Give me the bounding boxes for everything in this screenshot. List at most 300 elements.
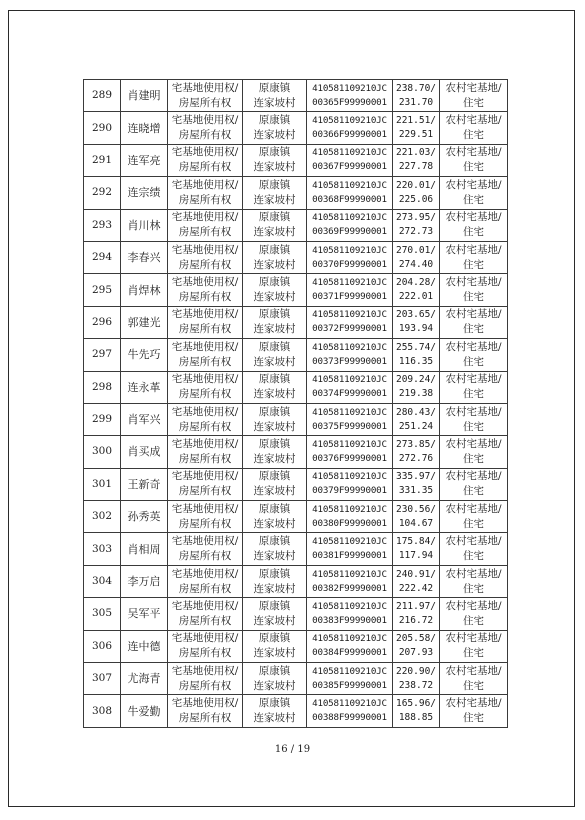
right-type-cell bbox=[168, 533, 243, 565]
table-row bbox=[84, 80, 508, 112]
location-line: 连家坡村 bbox=[253, 420, 296, 433]
usage-line: 农村宅基地/ bbox=[445, 211, 502, 224]
right-type-line: 宅基地使用权/ bbox=[171, 276, 239, 289]
usage-line: 住宅 bbox=[463, 614, 484, 627]
usage-line: 农村宅基地/ bbox=[445, 535, 502, 548]
table-row bbox=[84, 403, 508, 435]
location-line: 连家坡村 bbox=[253, 355, 296, 368]
location-cell bbox=[243, 112, 307, 144]
unit-code-cell bbox=[307, 306, 393, 338]
right-type-line: 宅基地使用权/ bbox=[171, 243, 239, 256]
area-line: 193.94 bbox=[398, 323, 434, 335]
area-line: 227.78 bbox=[398, 161, 434, 173]
area-cell bbox=[393, 630, 440, 662]
table-row bbox=[84, 274, 508, 306]
unit-code-line: 00381F99990001 bbox=[312, 550, 387, 562]
area-cell bbox=[393, 598, 440, 630]
location-cell bbox=[243, 436, 307, 468]
right-type-cell bbox=[168, 112, 243, 144]
usage-cell bbox=[440, 533, 508, 565]
location-cell bbox=[243, 565, 307, 597]
usage-line: 住宅 bbox=[463, 355, 484, 368]
unit-code-line: 410581109210JC bbox=[312, 147, 387, 159]
area-line: 219.38 bbox=[398, 388, 434, 400]
location-line: 原康镇 bbox=[258, 114, 291, 127]
owner-name-cell: 李春兴 bbox=[121, 241, 168, 273]
unit-code-cell bbox=[307, 436, 393, 468]
right-type-line: 宅基地使用权/ bbox=[171, 470, 239, 483]
area-line: 188.85 bbox=[398, 712, 434, 724]
usage-cell bbox=[440, 436, 508, 468]
location-line: 原康镇 bbox=[258, 535, 291, 548]
area-line: 231.70 bbox=[398, 96, 434, 108]
owner-name-cell: 连宗绩 bbox=[121, 177, 168, 209]
unit-code-line: 410581109210JC bbox=[312, 471, 387, 483]
location-line: 连家坡村 bbox=[253, 388, 296, 401]
usage-line: 农村宅基地/ bbox=[445, 502, 502, 515]
unit-code-cell bbox=[307, 533, 393, 565]
location-line: 连家坡村 bbox=[253, 647, 296, 660]
right-type-line: 宅基地使用权/ bbox=[171, 437, 239, 450]
area-line: 117.94 bbox=[398, 550, 434, 562]
usage-cell bbox=[440, 144, 508, 176]
row-number-cell: 302 bbox=[84, 501, 121, 533]
unit-code-cell bbox=[307, 598, 393, 630]
area-line: 205.58/ bbox=[395, 633, 437, 645]
location-line: 原康镇 bbox=[258, 308, 291, 321]
location-line: 原康镇 bbox=[258, 276, 291, 289]
right-type-line: 房屋所有权 bbox=[178, 96, 232, 109]
unit-code-cell bbox=[307, 403, 393, 435]
area-line: 273.95/ bbox=[395, 212, 437, 224]
right-type-line: 房屋所有权 bbox=[178, 679, 232, 692]
location-line: 连家坡村 bbox=[253, 258, 296, 271]
right-type-cell bbox=[168, 241, 243, 273]
location-line: 原康镇 bbox=[258, 243, 291, 256]
usage-cell bbox=[440, 339, 508, 371]
usage-line: 农村宅基地/ bbox=[445, 697, 502, 710]
unit-code-line: 410581109210JC bbox=[312, 633, 387, 645]
area-line: 272.76 bbox=[398, 452, 434, 464]
unit-code-line: 00372F99990001 bbox=[312, 323, 387, 335]
unit-code-line: 00376F99990001 bbox=[312, 452, 387, 464]
table-row bbox=[84, 241, 508, 273]
area-line: 220.90/ bbox=[395, 665, 437, 677]
unit-code-line: 00371F99990001 bbox=[312, 291, 387, 303]
area-cell bbox=[393, 339, 440, 371]
usage-line: 住宅 bbox=[463, 517, 484, 530]
area-cell bbox=[393, 274, 440, 306]
owner-name-cell: 肖建明 bbox=[121, 80, 168, 112]
table-row bbox=[84, 468, 508, 500]
location-line: 原康镇 bbox=[258, 373, 291, 386]
row-number-cell: 307 bbox=[84, 663, 121, 695]
area-cell bbox=[393, 80, 440, 112]
unit-code-cell bbox=[307, 371, 393, 403]
row-number-cell: 295 bbox=[84, 274, 121, 306]
location-line: 连家坡村 bbox=[253, 161, 296, 174]
usage-line: 农村宅基地/ bbox=[445, 373, 502, 386]
unit-code-cell bbox=[307, 241, 393, 273]
usage-line: 农村宅基地/ bbox=[445, 599, 502, 612]
right-type-line: 宅基地使用权/ bbox=[171, 535, 239, 548]
area-cell bbox=[393, 241, 440, 273]
unit-code-line: 410581109210JC bbox=[312, 665, 387, 677]
location-cell bbox=[243, 663, 307, 695]
unit-code-line: 410581109210JC bbox=[312, 698, 387, 710]
owner-name-cell: 郭建光 bbox=[121, 306, 168, 338]
usage-line: 住宅 bbox=[463, 582, 484, 595]
usage-cell bbox=[440, 241, 508, 273]
usage-line: 住宅 bbox=[463, 452, 484, 465]
right-type-line: 房屋所有权 bbox=[178, 452, 232, 465]
unit-code-line: 00375F99990001 bbox=[312, 420, 387, 432]
owner-name-cell: 孙秀英 bbox=[121, 501, 168, 533]
area-line: 230.56/ bbox=[395, 503, 437, 515]
location-line: 连家坡村 bbox=[253, 712, 296, 725]
usage-line: 农村宅基地/ bbox=[445, 276, 502, 289]
right-type-cell bbox=[168, 177, 243, 209]
unit-code-line: 00382F99990001 bbox=[312, 582, 387, 594]
right-type-cell bbox=[168, 630, 243, 662]
unit-code-cell bbox=[307, 663, 393, 695]
owner-name-cell: 尤海青 bbox=[121, 663, 168, 695]
row-number-cell: 301 bbox=[84, 468, 121, 500]
unit-code-cell bbox=[307, 112, 393, 144]
right-type-cell bbox=[168, 306, 243, 338]
owner-name-cell: 吴军平 bbox=[121, 598, 168, 630]
usage-line: 住宅 bbox=[463, 129, 484, 142]
unit-code-line: 00365F99990001 bbox=[312, 96, 387, 108]
right-type-line: 房屋所有权 bbox=[178, 485, 232, 498]
owner-name-cell: 牛先巧 bbox=[121, 339, 168, 371]
usage-cell bbox=[440, 403, 508, 435]
usage-line: 住宅 bbox=[463, 420, 484, 433]
location-line: 连家坡村 bbox=[253, 582, 296, 595]
area-line: 221.51/ bbox=[395, 115, 437, 127]
unit-code-line: 410581109210JC bbox=[312, 115, 387, 127]
area-line: 116.35 bbox=[398, 355, 434, 367]
area-cell bbox=[393, 663, 440, 695]
right-type-line: 宅基地使用权/ bbox=[171, 502, 239, 515]
owner-name-cell: 肖军兴 bbox=[121, 403, 168, 435]
right-type-line: 房屋所有权 bbox=[178, 323, 232, 336]
owner-name-cell: 肖焊林 bbox=[121, 274, 168, 306]
unit-code-line: 410581109210JC bbox=[312, 82, 387, 94]
unit-code-line: 410581109210JC bbox=[312, 600, 387, 612]
row-number-cell: 296 bbox=[84, 306, 121, 338]
right-type-cell bbox=[168, 436, 243, 468]
owner-name-cell: 连中德 bbox=[121, 630, 168, 662]
right-type-line: 房屋所有权 bbox=[178, 161, 232, 174]
right-type-cell bbox=[168, 663, 243, 695]
right-type-line: 房屋所有权 bbox=[178, 420, 232, 433]
right-type-line: 房屋所有权 bbox=[178, 129, 232, 142]
usage-line: 农村宅基地/ bbox=[445, 405, 502, 418]
location-line: 原康镇 bbox=[258, 599, 291, 612]
right-type-line: 宅基地使用权/ bbox=[171, 632, 239, 645]
location-line: 连家坡村 bbox=[253, 291, 296, 304]
area-line: 165.96/ bbox=[395, 698, 437, 710]
area-line: 220.01/ bbox=[395, 179, 437, 191]
area-cell bbox=[393, 306, 440, 338]
area-line: 222.42 bbox=[398, 582, 434, 594]
location-line: 原康镇 bbox=[258, 146, 291, 159]
usage-cell bbox=[440, 695, 508, 727]
unit-code-line: 00368F99990001 bbox=[312, 193, 387, 205]
right-type-line: 宅基地使用权/ bbox=[171, 373, 239, 386]
usage-cell bbox=[440, 177, 508, 209]
right-type-line: 宅基地使用权/ bbox=[171, 567, 239, 580]
table-row bbox=[84, 371, 508, 403]
usage-line: 农村宅基地/ bbox=[445, 437, 502, 450]
usage-line: 住宅 bbox=[463, 550, 484, 563]
area-line: 204.28/ bbox=[395, 277, 437, 289]
owner-name-cell: 连永革 bbox=[121, 371, 168, 403]
area-line: 238.72 bbox=[398, 679, 434, 691]
location-cell bbox=[243, 177, 307, 209]
page-number: 16 / 19 bbox=[274, 744, 311, 755]
right-type-line: 房屋所有权 bbox=[178, 291, 232, 304]
right-type-cell bbox=[168, 80, 243, 112]
area-line: 251.24 bbox=[398, 420, 434, 432]
right-type-line: 宅基地使用权/ bbox=[171, 211, 239, 224]
area-line: 175.84/ bbox=[395, 536, 437, 548]
right-type-cell bbox=[168, 209, 243, 241]
location-cell bbox=[243, 598, 307, 630]
usage-line: 住宅 bbox=[463, 388, 484, 401]
location-line: 原康镇 bbox=[258, 632, 291, 645]
location-line: 连家坡村 bbox=[253, 452, 296, 465]
area-line: 225.06 bbox=[398, 193, 434, 205]
usage-line: 农村宅基地/ bbox=[445, 308, 502, 321]
location-line: 原康镇 bbox=[258, 437, 291, 450]
location-line: 原康镇 bbox=[258, 470, 291, 483]
unit-code-line: 00369F99990001 bbox=[312, 226, 387, 238]
unit-code-line: 00388F99990001 bbox=[312, 712, 387, 724]
property-registry-table bbox=[83, 79, 508, 728]
area-line: 238.70/ bbox=[395, 82, 437, 94]
location-cell bbox=[243, 306, 307, 338]
table-row bbox=[84, 533, 508, 565]
unit-code-cell bbox=[307, 177, 393, 209]
table-row bbox=[84, 306, 508, 338]
right-type-line: 宅基地使用权/ bbox=[171, 146, 239, 159]
area-line: 216.72 bbox=[398, 614, 434, 626]
row-number-cell: 305 bbox=[84, 598, 121, 630]
right-type-cell bbox=[168, 468, 243, 500]
row-number-cell: 298 bbox=[84, 371, 121, 403]
row-number-cell: 300 bbox=[84, 436, 121, 468]
area-line: 240.91/ bbox=[395, 568, 437, 580]
location-cell bbox=[243, 371, 307, 403]
usage-cell bbox=[440, 598, 508, 630]
owner-name-cell: 连军亮 bbox=[121, 144, 168, 176]
location-line: 连家坡村 bbox=[253, 323, 296, 336]
right-type-line: 宅基地使用权/ bbox=[171, 697, 239, 710]
usage-line: 住宅 bbox=[463, 96, 484, 109]
unit-code-line: 00384F99990001 bbox=[312, 647, 387, 659]
right-type-line: 房屋所有权 bbox=[178, 226, 232, 239]
owner-name-cell: 王新奇 bbox=[121, 468, 168, 500]
table-row bbox=[84, 630, 508, 662]
area-line: 272.73 bbox=[398, 226, 434, 238]
usage-line: 农村宅基地/ bbox=[445, 664, 502, 677]
unit-code-line: 410581109210JC bbox=[312, 406, 387, 418]
area-cell bbox=[393, 501, 440, 533]
right-type-line: 房屋所有权 bbox=[178, 712, 232, 725]
area-cell bbox=[393, 695, 440, 727]
row-number-cell: 297 bbox=[84, 339, 121, 371]
row-number-cell: 293 bbox=[84, 209, 121, 241]
location-cell bbox=[243, 630, 307, 662]
usage-cell bbox=[440, 209, 508, 241]
table-row bbox=[84, 112, 508, 144]
location-cell bbox=[243, 209, 307, 241]
right-type-line: 房屋所有权 bbox=[178, 193, 232, 206]
right-type-line: 房屋所有权 bbox=[178, 517, 232, 530]
right-type-cell bbox=[168, 501, 243, 533]
area-line: 104.67 bbox=[398, 517, 434, 529]
location-line: 连家坡村 bbox=[253, 679, 296, 692]
table-row bbox=[84, 209, 508, 241]
location-line: 连家坡村 bbox=[253, 517, 296, 530]
location-cell bbox=[243, 274, 307, 306]
location-line: 原康镇 bbox=[258, 81, 291, 94]
row-number-cell: 299 bbox=[84, 403, 121, 435]
usage-line: 住宅 bbox=[463, 712, 484, 725]
unit-code-line: 00374F99990001 bbox=[312, 388, 387, 400]
location-line: 原康镇 bbox=[258, 502, 291, 515]
right-type-line: 宅基地使用权/ bbox=[171, 599, 239, 612]
location-line: 原康镇 bbox=[258, 340, 291, 353]
table-row bbox=[84, 339, 508, 371]
row-number-cell: 291 bbox=[84, 144, 121, 176]
owner-name-cell: 肖相周 bbox=[121, 533, 168, 565]
table-row bbox=[84, 144, 508, 176]
usage-cell bbox=[440, 80, 508, 112]
area-line: 280.43/ bbox=[395, 406, 437, 418]
location-cell bbox=[243, 144, 307, 176]
unit-code-line: 410581109210JC bbox=[312, 503, 387, 515]
area-line: 270.01/ bbox=[395, 244, 437, 256]
area-line: 203.65/ bbox=[395, 309, 437, 321]
unit-code-cell bbox=[307, 468, 393, 500]
location-line: 连家坡村 bbox=[253, 96, 296, 109]
unit-code-line: 00370F99990001 bbox=[312, 258, 387, 270]
right-type-line: 宅基地使用权/ bbox=[171, 664, 239, 677]
usage-line: 农村宅基地/ bbox=[445, 243, 502, 256]
unit-code-cell bbox=[307, 695, 393, 727]
right-type-cell bbox=[168, 144, 243, 176]
area-line: 207.93 bbox=[398, 647, 434, 659]
row-number-cell: 304 bbox=[84, 565, 121, 597]
unit-code-line: 410581109210JC bbox=[312, 179, 387, 191]
right-type-cell bbox=[168, 695, 243, 727]
owner-name-cell: 肖川林 bbox=[121, 209, 168, 241]
usage-line: 住宅 bbox=[463, 161, 484, 174]
right-type-line: 房屋所有权 bbox=[178, 550, 232, 563]
usage-line: 农村宅基地/ bbox=[445, 470, 502, 483]
owner-name-cell: 牛爱勤 bbox=[121, 695, 168, 727]
area-line: 274.40 bbox=[398, 258, 434, 270]
location-cell bbox=[243, 403, 307, 435]
unit-code-cell bbox=[307, 630, 393, 662]
owner-name-cell: 肖买成 bbox=[121, 436, 168, 468]
usage-line: 住宅 bbox=[463, 291, 484, 304]
unit-code-line: 410581109210JC bbox=[312, 438, 387, 450]
unit-code-line: 410581109210JC bbox=[312, 341, 387, 353]
area-cell bbox=[393, 403, 440, 435]
usage-cell bbox=[440, 274, 508, 306]
unit-code-line: 00380F99990001 bbox=[312, 517, 387, 529]
location-line: 连家坡村 bbox=[253, 550, 296, 563]
unit-code-line: 410581109210JC bbox=[312, 309, 387, 321]
right-type-line: 宅基地使用权/ bbox=[171, 405, 239, 418]
usage-line: 农村宅基地/ bbox=[445, 146, 502, 159]
usage-line: 住宅 bbox=[463, 193, 484, 206]
usage-line: 住宅 bbox=[463, 485, 484, 498]
area-cell bbox=[393, 436, 440, 468]
unit-code-line: 00366F99990001 bbox=[312, 129, 387, 141]
area-cell bbox=[393, 177, 440, 209]
area-line: 229.51 bbox=[398, 129, 434, 141]
area-cell bbox=[393, 533, 440, 565]
row-number-cell: 294 bbox=[84, 241, 121, 273]
right-type-line: 宅基地使用权/ bbox=[171, 114, 239, 127]
area-cell bbox=[393, 209, 440, 241]
row-number-cell: 289 bbox=[84, 80, 121, 112]
row-number-cell: 290 bbox=[84, 112, 121, 144]
table-row bbox=[84, 501, 508, 533]
right-type-line: 房屋所有权 bbox=[178, 355, 232, 368]
owner-name-cell: 连晓增 bbox=[121, 112, 168, 144]
unit-code-line: 410581109210JC bbox=[312, 277, 387, 289]
usage-line: 住宅 bbox=[463, 679, 484, 692]
location-line: 连家坡村 bbox=[253, 485, 296, 498]
area-line: 209.24/ bbox=[395, 374, 437, 386]
right-type-line: 宅基地使用权/ bbox=[171, 81, 239, 94]
right-type-line: 宅基地使用权/ bbox=[171, 178, 239, 191]
right-type-cell bbox=[168, 274, 243, 306]
location-line: 连家坡村 bbox=[253, 129, 296, 142]
location-line: 原康镇 bbox=[258, 567, 291, 580]
unit-code-line: 410581109210JC bbox=[312, 568, 387, 580]
unit-code-line: 00385F99990001 bbox=[312, 679, 387, 691]
area-line: 222.01 bbox=[398, 291, 434, 303]
usage-line: 农村宅基地/ bbox=[445, 567, 502, 580]
unit-code-line: 00367F99990001 bbox=[312, 161, 387, 173]
area-cell bbox=[393, 468, 440, 500]
right-type-line: 房屋所有权 bbox=[178, 582, 232, 595]
unit-code-cell bbox=[307, 339, 393, 371]
area-cell bbox=[393, 565, 440, 597]
row-number-cell: 308 bbox=[84, 695, 121, 727]
area-line: 211.97/ bbox=[395, 600, 437, 612]
usage-line: 农村宅基地/ bbox=[445, 81, 502, 94]
usage-cell bbox=[440, 501, 508, 533]
usage-line: 住宅 bbox=[463, 258, 484, 271]
area-cell bbox=[393, 371, 440, 403]
usage-cell bbox=[440, 663, 508, 695]
row-number-cell: 303 bbox=[84, 533, 121, 565]
right-type-line: 宅基地使用权/ bbox=[171, 340, 239, 353]
area-cell bbox=[393, 112, 440, 144]
right-type-cell bbox=[168, 339, 243, 371]
owner-name-cell: 李万启 bbox=[121, 565, 168, 597]
right-type-line: 房屋所有权 bbox=[178, 258, 232, 271]
unit-code-line: 410581109210JC bbox=[312, 244, 387, 256]
